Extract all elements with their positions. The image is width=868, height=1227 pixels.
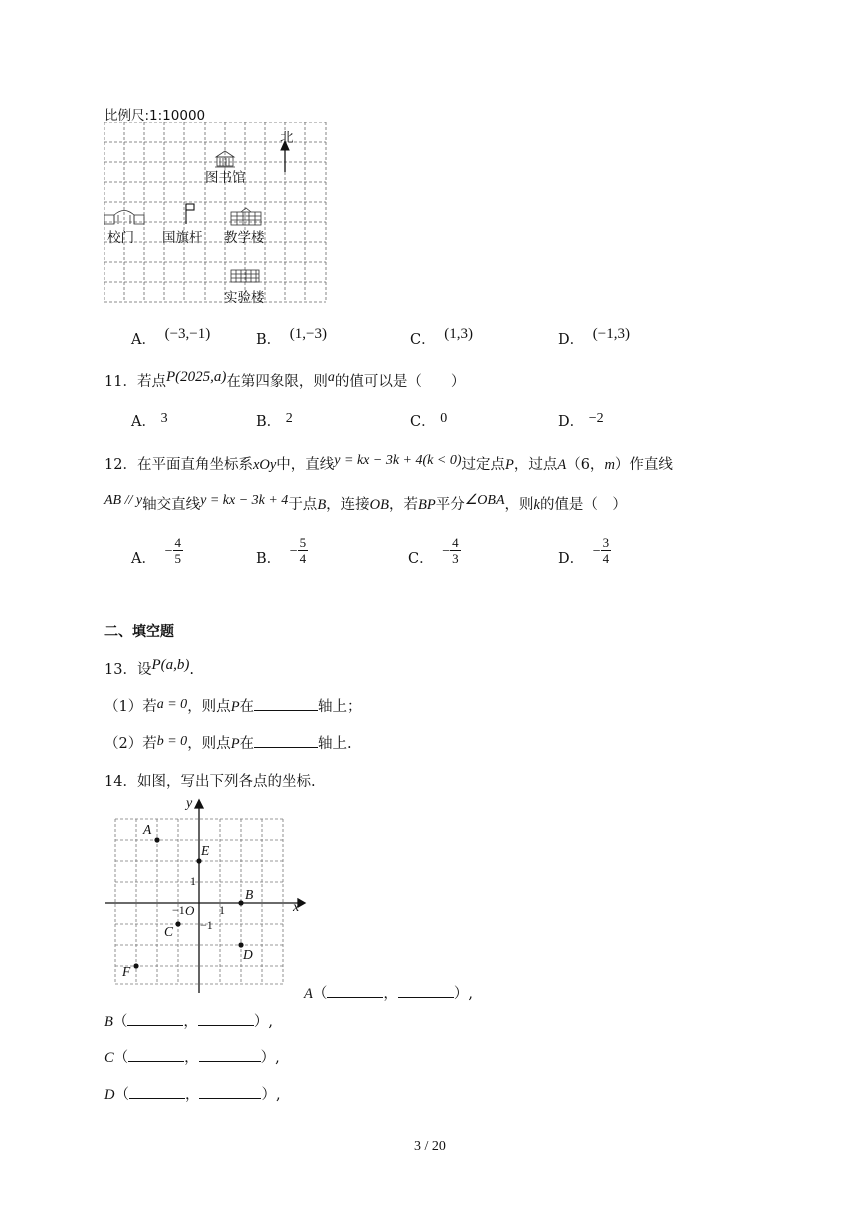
answer-c-x-blank[interactable] (128, 1047, 184, 1062)
q14-stem: 14．如图，写出下列各点的坐标. (104, 774, 316, 790)
school-building-icon (231, 208, 261, 225)
point-c (175, 921, 180, 926)
q13-sub2: （2）若b = 0，则点P在 轴上. (104, 734, 352, 752)
q14-answer-c: C（ ， ）, (104, 1046, 280, 1067)
map-label-lab-building: 实验楼 (224, 290, 265, 306)
q14-answer-b: B（ ， ）, (104, 1010, 273, 1031)
point-label-d: D (243, 947, 253, 962)
q13-sub1: （1）若a = 0，则点P在 轴上； (104, 697, 362, 715)
answer-c-y-blank[interactable] (199, 1047, 261, 1062)
map-label-school-building: 教学楼 (224, 230, 265, 246)
q14-answer-d: D（ ， ）, (104, 1083, 281, 1104)
q11-stem: 11．若点P(2025,a)在第四象限，则a的值可以是（ ） (104, 369, 466, 390)
page-number: 3 / 20 (414, 1139, 446, 1154)
x-axis-label: x (293, 900, 300, 915)
answer-a-y-blank[interactable] (398, 983, 454, 998)
answer-b-y-blank[interactable] (198, 1011, 254, 1026)
q11-option-d[interactable]: D． −2 (558, 411, 604, 430)
point-label-a: A (143, 822, 152, 837)
coordinate-grid (100, 796, 310, 1001)
x-tick-label-neg1: −1 (172, 903, 185, 917)
point-b (238, 900, 243, 905)
map-label-flagpole: 国旗杆 (162, 230, 203, 246)
q12-stem-line1: 12．在平面直角坐标系xOy中，直线y = kx − 3k + 4(k < 0)过定点P，过点A（6，m）作直线 (104, 453, 673, 473)
q12-option-a[interactable]: A． − $\frac{4}{5}$ (131, 535, 181, 567)
q14-coordinate-graph (100, 796, 310, 1001)
q13-answer-1-blank[interactable] (254, 696, 318, 711)
point-label-e: E (201, 843, 210, 858)
q10-option-c[interactable]: C． (1,3) (410, 326, 473, 348)
lab-building-icon (231, 270, 259, 282)
q11-option-b[interactable]: B． 2 (256, 411, 293, 430)
answer-b-x-blank[interactable] (127, 1011, 183, 1026)
x-tick-label-1: 1 (219, 903, 225, 917)
q11-option-c[interactable]: C． 0 (410, 411, 448, 430)
point-f (133, 963, 138, 968)
y-tick-label-1: 1 (190, 874, 196, 888)
q11-option-a[interactable]: A． 3 (131, 411, 168, 430)
q14-answer-a: A（ ， ）, (304, 982, 473, 1003)
y-tick-label-neg1: −1 (200, 918, 213, 932)
y-axis-label: y (186, 796, 193, 811)
point-a (154, 837, 159, 842)
y-axis-arrow-icon (195, 800, 203, 808)
q12-option-b[interactable]: B． − $\frac{5}{4}$ (256, 535, 307, 567)
q10-option-b[interactable]: B． (1,−3) (256, 326, 327, 348)
answer-d-y-blank[interactable] (199, 1084, 261, 1099)
point-label-f: F (122, 964, 131, 979)
q13-answer-2-blank[interactable] (254, 733, 318, 748)
point-label-c: C (164, 924, 174, 939)
q13-stem: 13．设P(a,b). (104, 657, 194, 678)
map-label-gate: 校门 (107, 230, 134, 246)
answer-d-x-blank[interactable] (129, 1084, 185, 1099)
q10-option-d[interactable]: D． (−1,3) (558, 326, 630, 348)
q10-option-a[interactable]: A． (−3,−1) (131, 326, 211, 348)
answer-a-x-blank[interactable] (327, 983, 383, 998)
q12-option-c[interactable]: C． − $\frac{4}{3}$ (408, 535, 459, 567)
section-title-fill-in: 二、填空题 (104, 624, 174, 640)
map-scale-label: 比例尺:1:10000 (104, 108, 206, 124)
origin-label: O (185, 903, 195, 918)
map-label-library: 图书馆 (205, 170, 246, 186)
map-grid (104, 122, 330, 322)
map-north-label: 北 (280, 130, 294, 146)
q12-stem-line2: AB // y轴交直线y = kx − 3k + 4于点B，连接OB，若BP平分∠OBA，则k的值是（ ） (104, 493, 627, 513)
point-e (196, 858, 201, 863)
flagpole-icon (186, 204, 194, 224)
q12-option-d[interactable]: D． − $\frac{3}{4}$ (558, 535, 610, 567)
point-label-b: B (245, 887, 254, 902)
